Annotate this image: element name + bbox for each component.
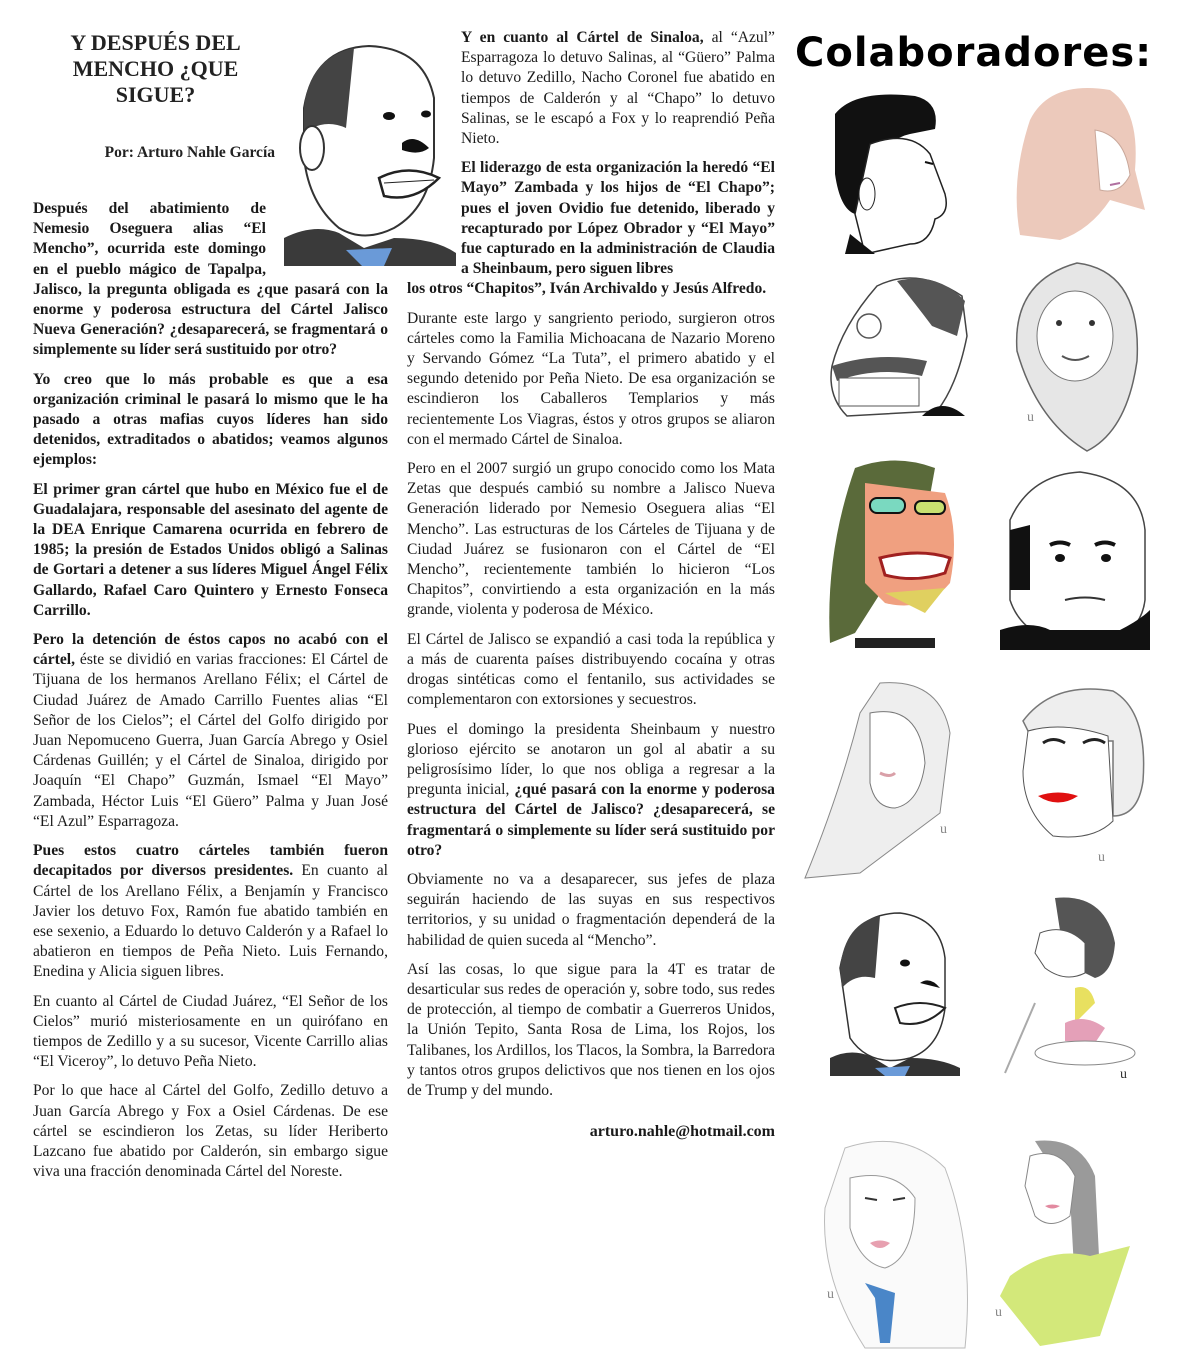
paragraph-text: Después del abatimiento de Nemesio Oseguera alias “El Mencho”, ocurrida este domingo en el pueblo mágico de Tapalpa, Jalisco, la pregunta obligada es ¿que pasará con la enorme y poderosa estructura del Cártel Jalisco Nueva Generación? ¿desaparecerá, se fragmentará o simplemente su líder será sustituido por otro? (33, 200, 388, 359)
caricature-older-man-white-hair (1000, 470, 1150, 650)
svg-text:u: u (1120, 1067, 1127, 1082)
caricature-icon (1003, 681, 1153, 866)
paragraph-continuation: los otros “Chapitos”, Iván Archivaldo y Jesús Alfredo. (407, 280, 767, 298)
paragraph (33, 630, 388, 832)
caricature-woman-colorful-sunglasses (825, 453, 965, 648)
paragraph (407, 720, 775, 861)
author-email-link[interactable]: arturo.nahle@hotmail.com (589, 1123, 775, 1141)
caricature-woman-green-dress (980, 1136, 1140, 1356)
collaborators-sidebar (795, 28, 1175, 1320)
paragraph: Por lo que hace al Cártel del Golfo, Zedillo detuvo a Juan García Abrego y Fox a Osiel Cárdenas. De ese cártel se escindieron los Zetas, su líder Heriberto Lazcano fue abatido por Calderón, sin embargo sigue viva una fracción denominada Cártel del Noreste. (33, 1082, 388, 1181)
caricature-icon (995, 893, 1150, 1083)
paragraph: Pero en el 2007 surgió un grupo conocido como los Mata Zetas que después cambió su nombre a Jalisco Nueva Generación liderado por Nemesio Oseguera alias “El Mencho”. Las estructuras de los Cárteles de Tijuana y de Ciudad Juárez se fusionaron con el Cártel de “El Mencho”, recientemente también lo hicieron “Los Chapitos”, convirtiendo a esta organización en la más grande, violenta y poderosa de México. (407, 460, 775, 619)
caricature-woman-blonde-blue-tie (805, 1128, 980, 1358)
caricature-icon (800, 673, 970, 883)
bold-question: ¿qué pasará con la enorme y poderosa estructura del Cártel de Jalisco? ¿desaparecerá, se fragmentará o simplemente su líder será sustituido por otro? (407, 781, 775, 859)
caricature-icon (825, 453, 965, 648)
paragraph: Obviamente no va a desaparecer, sus jefes de plaza seguirán haciendo de las suyas en sus respectivos territorios, y su unidad o fragmentación dependerá de la habilidad de quien suceda al “Mencho”. (407, 870, 775, 949)
paragraph-text: Pues el domingo la presidenta Sheinbaum y nuestro glorioso ejército se anotaron un gol al abatir a su peligrosísimo líder, lo que nos obliga a regresar a la pregunta inicial, (407, 720, 775, 799)
bold-lead: Pero la detención de éstos capos no acabó con el cártel, (33, 631, 388, 669)
svg-text:u: u (940, 822, 947, 837)
caricature-icon (1000, 470, 1150, 650)
paragraph: El liderazgo de esta organización la heredó “El Mayo” Zambada y los hijos de “El Chapo”; pues el joven Ovidio fue detenido, liberado y recapturado por López Obrador y “El Mayo” fue capturado en la administración de Claudia a Sheinbaum, pero siguen libres (461, 159, 775, 278)
caricature-icon (815, 84, 955, 254)
paragraph: Así las cosas, lo que sigue para la 4T es tratar de desarticular sus redes de operación y, sobre todo, sus redes de protección, al tiempo de combatir a Guerreros Unidos, la Unión Tepito, Santa Rosa de Lima, los Rojos, los Talibanes, los Ardillos, los Tlacos, la Sombra, la Barredora y tantos otros grupos delictivos que nos tienen en los ojos de Trump y del mundo. (407, 960, 775, 1099)
bold-lead: Y en cuanto al Cártel de Sinaloa, (461, 29, 704, 46)
collaborators-title: Colaboradores: (795, 30, 1153, 76)
paragraph: Durante este largo y sangriento periodo, surgieron otros cárteles como la Familia Michoacana de Nazario Moreno y Servando Gómez “La Tuta”, el primero abatido y el segundo detenido por Peña Nieto. De esa organización se escindieron los Caballeros Templarios y más recientemente Los Viagras, éstos y otros grupos se aliaron con el mermado Cártel de Sinaloa. (407, 309, 775, 448)
caricature-icon (1000, 80, 1150, 250)
paragraph: En cuanto al Cártel de Ciudad Juárez, “El Señor de los Cielos” murió misteriosamente en un quirófano en tiempos de Zedillo y a su sucesor, Vicente Carrillo alias “El Viceroy”, lo detuvo Peña Nieto. (33, 992, 388, 1071)
caricature-icon (1007, 261, 1147, 456)
title-line: SIGUE? (115, 82, 196, 107)
caricature-icon (817, 266, 977, 436)
title-line: MENCHO ¿QUE (72, 56, 239, 81)
article-title (33, 30, 278, 108)
caricature-icon (980, 1136, 1140, 1356)
caricature-man-black-hair-profile (815, 84, 955, 254)
paragraph-text: al “Azul” Esparragoza lo detuvo Salinas, al “Güero” Palma lo detuvo Zedillo, Nacho Coronel fue abatido en tiempos de Calderón y al “Chapo” lo detuvo Salinas, se le escapó a Fox y lo reaprendió Peña Nieto. (461, 29, 775, 148)
paragraph: Yo creo que lo más probable es que a esa organización criminal le pasará lo mismo que le ha pasado a otras mafias cuyos líderes han sido detenidos, extraditados o abatidos; veamos algunos ejemplos: (33, 370, 388, 469)
bold-lead: Pues estos cuatro cárteles también fueron decapitados por diversos presidentes. (33, 842, 388, 880)
caricature-man-glasses-mustache (817, 266, 977, 436)
caricature-grid (795, 78, 1175, 1320)
title-line: Y DESPUÉS DEL (70, 30, 241, 55)
svg-text:u: u (995, 1305, 1002, 1320)
caricature-woman-sitting-pink-skirt (995, 893, 1150, 1083)
paragraph (33, 841, 388, 982)
paragraph-text: En cuanto al Cártel de los Arellano Félix, a Benjamín y Francisco Javier los detuvo Fox, Ramón fue abatido también en ese sexenio, a Eduardo lo detuvo Calderón y a Rafael lo abatieron en tiempos de Peña Nieto. Luis Fernando, Enedina y Alicia siguen libres. (33, 862, 388, 981)
svg-text:u: u (1027, 410, 1034, 425)
caricature-woman-long-hair-profile (800, 673, 970, 883)
article-middle-column (407, 28, 775, 1141)
svg-text:u: u (827, 1287, 834, 1302)
caricature-icon (805, 1128, 980, 1358)
caricature-woman-pink-hair-profile (1000, 80, 1150, 250)
paragraph-text: éste se dividió en varias fracciones: El Cártel de Tijuana de los hermanos Arellano Félix; el Cártel de Ciudad Juárez de Amado Carrillo Fuentes alias “El Señor de los Cielos”; el Cártel del Golfo dirigido por Juan Nepomuceno Guerra, Juan García Abrego y Osiel Cárdenas Guillén; y el Cártel de Sinaloa, dirigido por Joaquín “El Chapo” Guzmán, Ismael “El Mayo” Zambada, Héctor Luis “El Güero” Palma y Juan José “El Azul” Esparragoza. (33, 651, 388, 830)
caricature-woman-long-hair-turtleneck (1007, 261, 1147, 456)
paragraph: El primer gran cártel que hubo en México fue el de Guadalajara, responsable del asesinato del agente de la DEA Enrique Camarena ocurrida en febrero de 1985; la presión de Estados Unidos obligó a Salinas de Gortari a detener a sus líderes Miguel Ángel Félix Gallardo, Rafael Caro Quintero y Ernesto Fonseca Carrillo. (33, 480, 388, 619)
paragraph (461, 28, 775, 149)
caricature-woman-bob-red-lips (1003, 681, 1153, 866)
caricature-icon (830, 908, 960, 1076)
caricature-man-balding-open-mouth (830, 908, 960, 1076)
byline: Por: Arturo Nahle García (104, 144, 275, 161)
svg-text:u: u (1098, 850, 1105, 865)
paragraph: El Cártel de Jalisco se expandió a casi toda la república y a más de cuarenta países distribuyendo cocaína y otras drogas sintéticas como el fentanilo, sus actividades se complementaron con extorsiones y secuestros. (407, 630, 775, 709)
